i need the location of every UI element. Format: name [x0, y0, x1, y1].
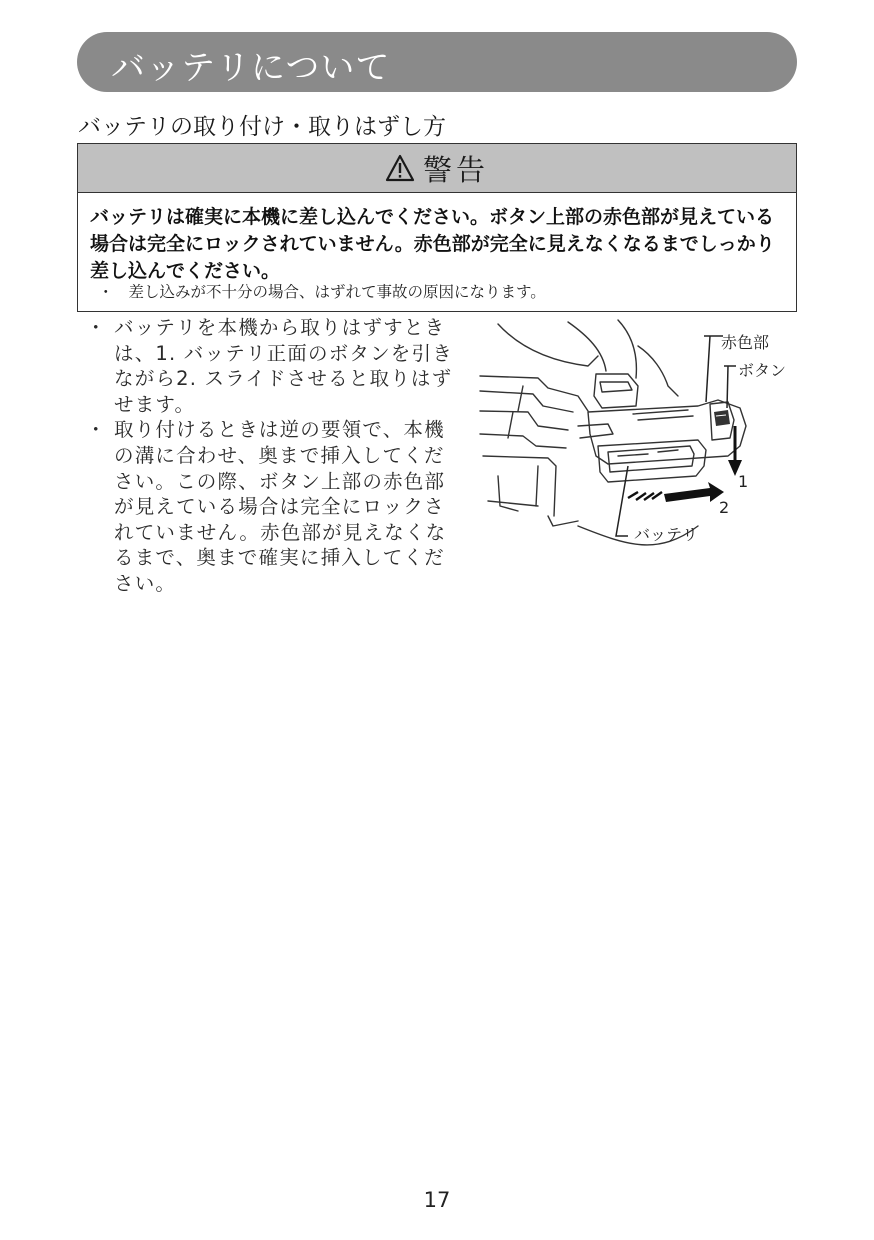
instruction-text: バッテリを本機から取りはずすときは、1. バッテリ正面のボタンを引きながら2. スライドさせると取りはずせます。	[114, 316, 453, 416]
page-title: バッテリについて	[111, 48, 391, 88]
label-red-part: 赤色部	[721, 333, 770, 352]
title-banner	[77, 32, 797, 92]
step-1-label: 1	[738, 472, 749, 491]
page-number: 17	[423, 1188, 451, 1212]
instruction-item	[84, 417, 456, 596]
warning-text: バッテリは確実に本機に差し込んでください。ボタン上部の赤色部が見えている場合は完全にロックされていません。赤色部が完全に見えなくなるまでしっかり差し込んでください。	[90, 206, 775, 282]
bullet-mark: ・	[86, 316, 107, 339]
warning-title: 警告	[422, 152, 489, 187]
label-battery: バッテリ	[634, 525, 699, 544]
warning-box	[77, 143, 797, 312]
instruction-item	[84, 315, 456, 417]
section-heading: バッテリの取り付け・取りはずし方	[78, 114, 446, 140]
warning-note-bullet: ・	[98, 283, 114, 301]
label-button: ボタン	[738, 361, 787, 380]
battery-illustration	[478, 316, 798, 556]
instruction-list	[84, 315, 456, 597]
warning-header	[78, 144, 796, 193]
warning-note	[98, 282, 788, 302]
instruction-text: 取り付けるときは逆の要領で、本機の溝に合わせ、奥まで挿入してください。この際、ボタン上部の赤色部が見えている場合は完全にロックされていません。赤色部が見えなくなるまで、奥まで確実に挿入してください。	[114, 418, 447, 595]
step-2-label: 2	[719, 498, 730, 517]
warning-triangle-icon	[385, 154, 415, 182]
warning-note-text: 差し込みが不十分の場合、はずれて事故の原因になります。	[128, 283, 546, 301]
bullet-mark: ・	[86, 418, 107, 442]
